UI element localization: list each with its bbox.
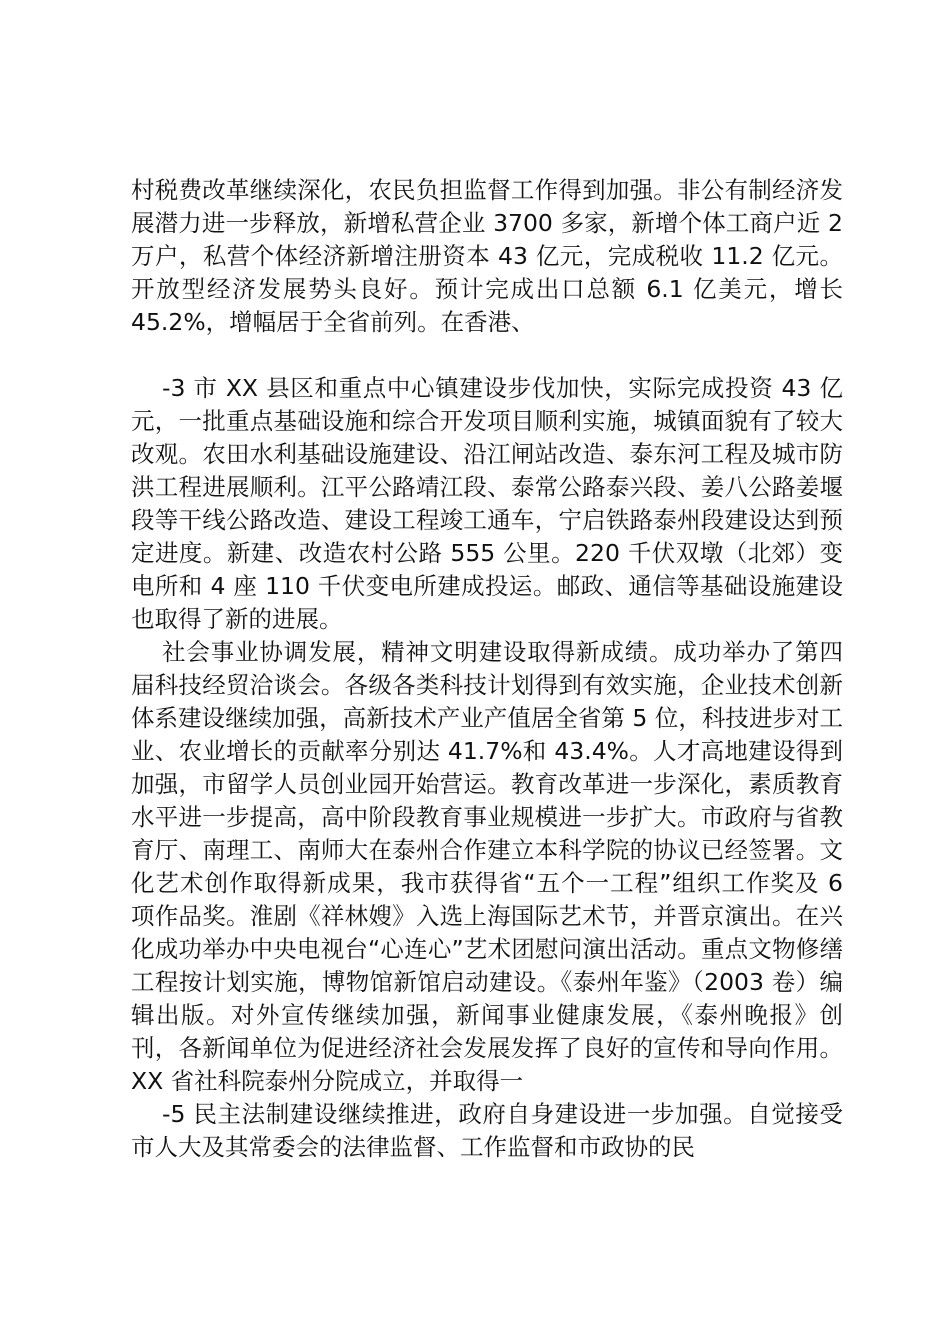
paragraph-3: 社会事业协调发展，精神文明建设取得新成绩。成功举办了第四届科技经贸洽谈会。各级各类科技计划得到有效实施，企业技术创新体系建设继续加强，高新技术产业产值居全省第 5 位，科技进步对工业、农业增长的贡献率分别达 41.7%和 43.4%。人才高地建设得到加强，市留学人员创业园开始营运。教育改革进一步深化，素质教育水平进一步提高，高中阶段教育事业规模进一步扩大。市政府与省教育厅、南理工、南师大在泰州合作建立本科学院的协议已经签署。文化艺术创作取得新成果，我市获得省“五个一工程”组织工作奖及 6 项作品奖。淮剧《祥林嫂》入选上海国际艺术节，并晋京演出。在兴化成功举办中央电视台“心连心”艺术团慰问演出活动。重点文物修缮工程按计划实施，博物馆新馆启动建设。《泰州年鉴》（2003 卷）编辑出版。对外宣传继续加强，新闻事业健康发展，《泰州晚报》创刊，各新闻单位为促进经济社会发展发挥了良好的宣传和导向作用。XX 省社科院泰州分院成立，并取得一 [131, 638, 843, 1095]
paragraph-1: 村税费改革继续深化，农民负担监督工作得到加强。非公有制经济发展潜力进一步释放，新增私营企业 3700 多家，新增个体工商户近 2 万户，私营个体经济新增注册资本 43 亿元，完成税收 11.2 亿元。开放型经济发展势头良好。预计完成出口总额 6.1 亿美元，增长 45.2%，增幅居于全省前列。在香港、 [131, 176, 843, 336]
paragraph-4: -5 民主法制建设继续推进，政府自身建设进一步加强。自觉接受市人大及其常委会的法律监督、工作监督和市政协的民 [131, 1100, 843, 1161]
document-page [131, 174, 843, 1164]
paragraph-2: -3 市 XX 县区和重点中心镇建设步伐加快，实际完成投资 43 亿元，一批重点基础设施和综合开发项目顺利实施，城镇面貌有了较大改观。农田水利基础设施建设、沿江闸站改造、泰东河工程及城市防洪工程进展顺利。江平公路靖江段、泰常公路泰兴段、姜八公路姜堰段等干线公路改造、建设工程竣工通车，宁启铁路泰州段建设达到预定进度。新建、改造农村公路 555 公里。220 千伏双墩（北郊）变电所和 4 座 110 千伏变电所建成投运。邮政、通信等基础设施建设也取得了新的进展。 [131, 374, 843, 633]
paragraph-gap [131, 339, 843, 372]
